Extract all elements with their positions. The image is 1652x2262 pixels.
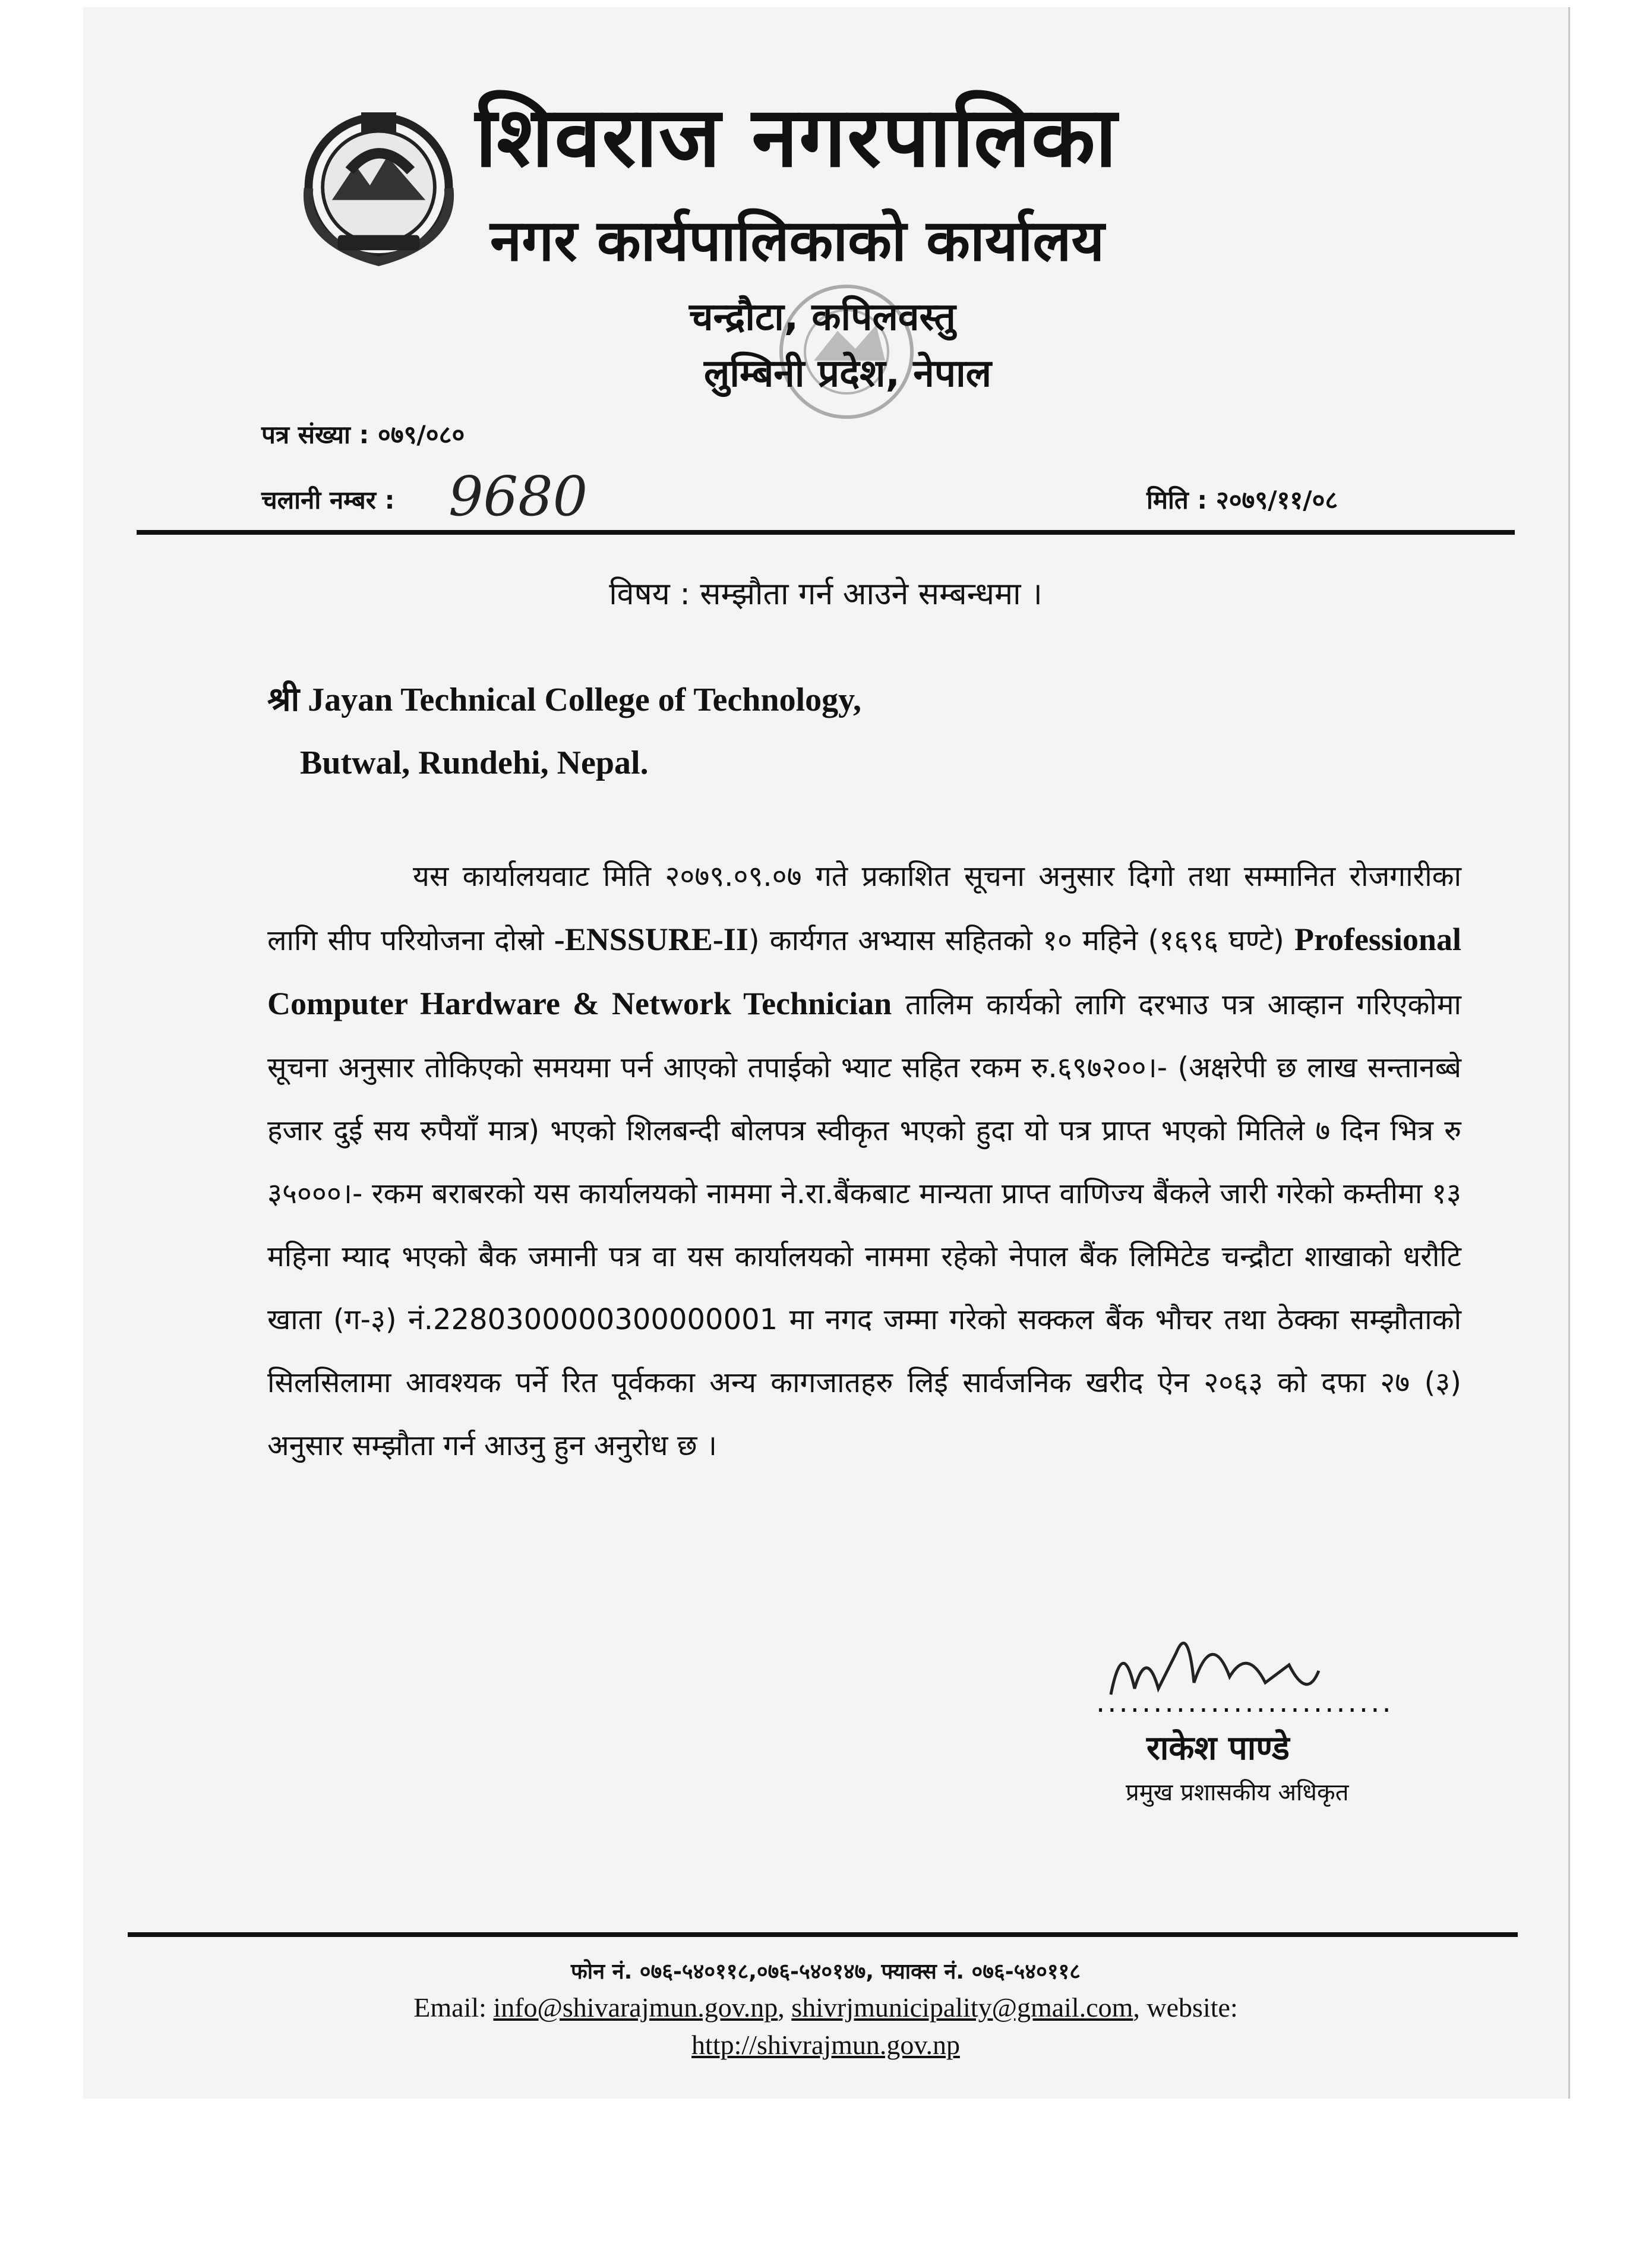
body-text-2: ) कार्यगत अभ्यास सहितको १० महिने (१६९६ घण्टे) xyxy=(748,924,1294,957)
municipality-title: शिवराज नगरपालिका xyxy=(475,89,1118,186)
office-title: नगर कार्यपालिकाको कार्यालय xyxy=(490,207,1105,274)
municipality-emblem-icon xyxy=(291,99,466,272)
signatory-title: प्रमुख प्रशासकीय अधिकृत xyxy=(1126,1779,1349,1806)
letter-page xyxy=(83,7,1570,2099)
website-link[interactable]: http://shivrajmun.gov.np xyxy=(691,2030,960,2060)
dispatch-number-label: चलानी नम्बर : xyxy=(261,485,395,515)
email-separator: , xyxy=(778,1992,785,2023)
body-course-name: Professional Computer Hardware & Network Technician xyxy=(267,922,1461,1021)
signatory-name: राकेश पाण्डे xyxy=(1146,1729,1290,1768)
addressee-address: Butwal, Rundehi, Nepal. xyxy=(300,744,649,781)
signature-line: .......................... xyxy=(1096,1686,1394,1719)
address-line-2: लुम्बिनी प्रदेश, नेपाल xyxy=(704,352,992,396)
website-label: , website: xyxy=(1133,1992,1238,2023)
email-link-info[interactable]: info@shivarajmun.gov.np xyxy=(493,1992,778,2023)
footer-contact xyxy=(83,1992,1568,2023)
letter-subject: विषय : सम्झौता गर्न आउने सम्बन्धमा । xyxy=(609,576,1043,612)
address-line-1: चन्द्रौटा, कपिलवस्तु xyxy=(689,295,956,339)
body-text-3: तालिम कार्यको लागि दरभाउ पत्र आव्हान गरिएकोमा सूचना अनुसार तोकिएको समयमा पर्न आएको तपाईको भ्याट सहित रकम रु.६९७२००।- (अक्षरेपी छ लाख सन्तानब्बे हजार दुई सय रुपैयाँ मात्र) भएको शिलबन्दी बोलपत्र स्वीकृत भएको हुदा यो पत्र प्राप्त भएको मितिले ७ दिन भित्र रु ३५०००।- रकम बराबरको यस कार्यालयको नाममा ने.रा.बैंकबाट मान्यता प्राप्त वाणिज्य बैंकले जारी गरेको कम्तीमा १३ महिना म्याद भएको बैक जमानी पत्र वा यस कार्यालयको नाममा रहेको नेपाल बैंक लिमिटेड चन्द्रौटा शाखाको धरौटि खाता (ग-३) नं.2280300000300000001 मा नगद जम्मा गरेको सक्कल बैंक भौचर तथा ठेक्का सम्झौताको सिलसिलामा आवश्यक पर्ने रित पूर्वकका अन्य कागजातहरु लिई सार्वजनिक खरीद ऐन २०६३ को दफा २७ (३) अनुसार सम्झौता गर्न आउनु हुन अनुरोध छ । xyxy=(267,988,1461,1462)
footer-divider xyxy=(128,1932,1518,1937)
handwritten-dispatch-number: 9680 xyxy=(448,465,588,528)
addressee-name: श्री Jayan Technical College of Technology, xyxy=(267,682,862,718)
letter-reference-number: पत्र संख्या : ०७९/०८० xyxy=(261,420,465,449)
footer-phone: फोन नं. ०७६-५४०११८,०७६-५४०१४७, फ्याक्स नं. ०७६-५४०११८ xyxy=(571,1960,1081,1984)
header-divider xyxy=(137,530,1515,535)
letter-date: मिति : २०७९/११/०८ xyxy=(1146,485,1338,515)
footer-website xyxy=(83,2029,1568,2061)
letter-body xyxy=(267,845,1461,1477)
email-link-gmail[interactable]: shivrjmunicipality@gmail.com xyxy=(791,1992,1133,2023)
email-label: Email: xyxy=(413,1992,487,2023)
body-program-code: -ENSSURE-II xyxy=(554,922,748,957)
body-text-1: यस कार्यालयवाट मिति २०७९.०९.०७ गते प्रकाशित सूचना अनुसार दिगो तथा सम्मानित रोजगारीका लागि सीप परियोजना दोस्रो xyxy=(267,860,1461,957)
